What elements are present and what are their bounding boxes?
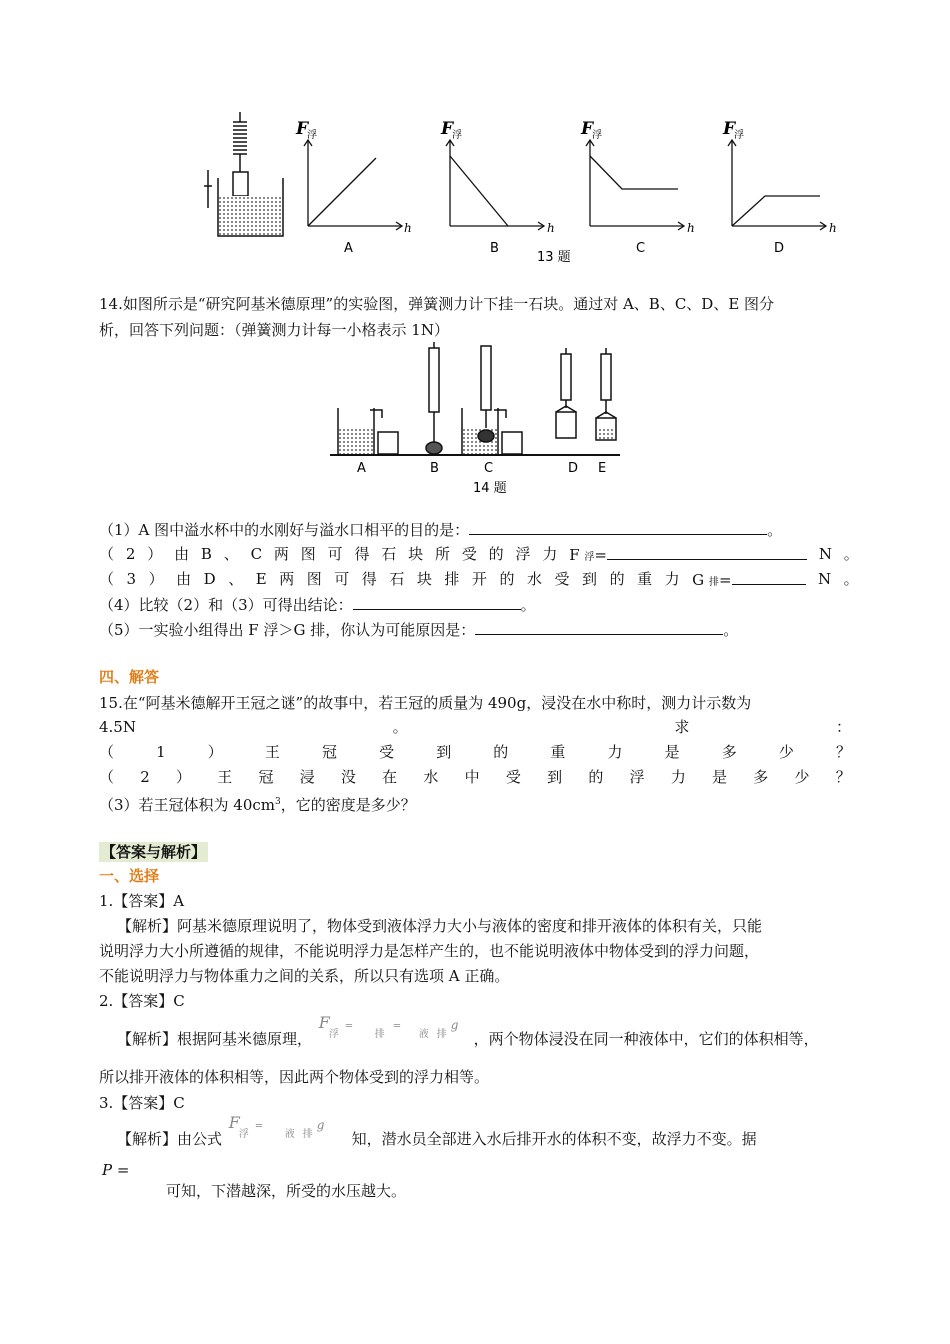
answer-1-exp-l2: 说明浮力大小所遵循的规律，不能说明浮力是怎样产生的，也不能说明液体中物体受到的浮力问题， <box>99 942 760 960</box>
figure-14-caption: 14 题 <box>473 481 507 496</box>
answers-header: 【答案与解析】 <box>101 843 207 861</box>
answer-3-exp-l2: 可知，下潜越深，所受的水压越大。 <box>166 1182 407 1200</box>
answer-blank-2[interactable] <box>607 544 807 560</box>
graph-B <box>446 140 544 230</box>
svg-text:D: D <box>568 461 579 476</box>
q15-line1: 15.在“阿基米德解开王冠之谜”的故事中，若王冠的质量为 490g，浸没在水中称时，测力计示数为 <box>99 694 752 712</box>
svg-text:h: h <box>547 221 555 235</box>
q14-sub3: （ 3 ） 由 D 、 E 两 图 可 得 石 块 排 开 的 水 受 到 的 重 力 G 排= N 。 <box>99 570 859 589</box>
q14-sub2: （ 2 ） 由 B 、 C 两 图 可 得 石 块 所 受 的 浮 力 F 浮= N 。 <box>99 545 859 564</box>
figure-14-C <box>462 346 522 455</box>
graph-D-label: D <box>774 241 785 256</box>
answer-blank-3[interactable] <box>732 569 806 585</box>
q14-line1: 14.如图所示是“研究阿基米德原理”的实验图，弹簧测力计下挂一石块。通过对 A、B、C、D、E 图分 <box>99 295 775 313</box>
answer-3-exp: 【解析】由公式 F 浮 = 液 排 g 知，潜水员全部进入水后排开水的体积不变，故浮力不变。据 <box>117 1113 757 1148</box>
graph-A-xlabel: h <box>404 221 412 235</box>
answer-1: 1.【答案】A <box>99 892 185 910</box>
q14-line2: 析，回答下列问题：（弹簧测力计每一小格表示 1N） <box>99 321 449 339</box>
answer-blank-4[interactable] <box>353 594 521 610</box>
q14-sub5: （5）一实验小组得出 F 浮＞G 排，你认为可能原因是： 。 <box>99 621 739 639</box>
figure-14 <box>330 340 620 498</box>
svg-text:h: h <box>687 221 695 235</box>
svg-text:E: E <box>598 461 607 476</box>
figure-13 <box>190 108 850 273</box>
svg-text:浮: 浮 <box>734 130 744 141</box>
graph-D <box>728 140 826 230</box>
q15-line3: （ 1 ） 王 冠 受 到 的 重 力 是 多 少 ？ <box>99 743 851 761</box>
answer-1-exp-l1: 【解析】阿基米德原理说明了，物体受到液体浮力大小与液体的密度和排开液体的体积有关，只能 <box>117 917 763 935</box>
svg-text:浮: 浮 <box>452 130 462 141</box>
q15-line5: （3）若王冠体积为 $40cm^3$，它的密度是多少？ <box>99 796 416 814</box>
answer-2-exp: 【解析】根据阿基米德原理， F 浮 = 排 = 液 排 g ，两个物体浸没在同一种液体中，它们的体积相等， <box>117 1013 819 1048</box>
answers-sec1: 一、选择 <box>99 867 160 885</box>
svg-text:F: F <box>581 119 594 139</box>
q15-line2: 4.5N 。 求 ： <box>99 718 851 736</box>
graph-C <box>586 140 684 230</box>
figure-14-A <box>338 408 398 455</box>
answer-blank-1[interactable] <box>469 519 767 535</box>
q15-line4: （ 2 ） 王 冠 浸 没 在 水 中 受 到 的 浮 力 是 多 少 ？ <box>99 768 851 786</box>
figure-14-D <box>556 348 576 438</box>
q14-sub1: （1）A 图中溢水杯中的水刚好与溢水口相平的目的是： 。 <box>99 521 783 539</box>
graph-B-label: B <box>490 241 499 256</box>
svg-text:B: B <box>430 461 439 476</box>
answer-1-exp-l3: 不能说明浮力与物体重力之间的关系，所以只有选项 A 正确。 <box>99 967 510 985</box>
figure-13-caption: 13 题 <box>537 250 571 265</box>
answer-3-P: P = <box>102 1161 130 1179</box>
svg-text:F: F <box>441 119 454 139</box>
answer-2-exp-l2: 所以排开液体的体积相等，因此两个物体受到的浮力相等。 <box>99 1068 490 1086</box>
q14-sub4: （4）比较（2）和（3）可得出结论： 。 <box>99 596 536 614</box>
figure-14-B <box>426 342 442 454</box>
graph-A-ylabel: F <box>296 119 309 139</box>
svg-text:h: h <box>829 221 837 235</box>
graph-A <box>304 140 402 230</box>
figure-14-E <box>596 348 616 440</box>
answer-blank-5[interactable] <box>475 619 723 635</box>
answer-3: 3.【答案】C <box>99 1094 185 1112</box>
answer-2: 2.【答案】C <box>99 992 185 1010</box>
svg-text:A: A <box>357 461 366 476</box>
svg-text:C: C <box>484 461 494 476</box>
graph-A-label: A <box>344 241 353 256</box>
graph-C-label: C <box>636 241 646 256</box>
section4-title: 四、解答 <box>99 668 160 686</box>
svg-text:浮: 浮 <box>592 130 602 141</box>
svg-text:F: F <box>723 119 736 139</box>
graph-A-ysub: 浮 <box>307 130 317 141</box>
